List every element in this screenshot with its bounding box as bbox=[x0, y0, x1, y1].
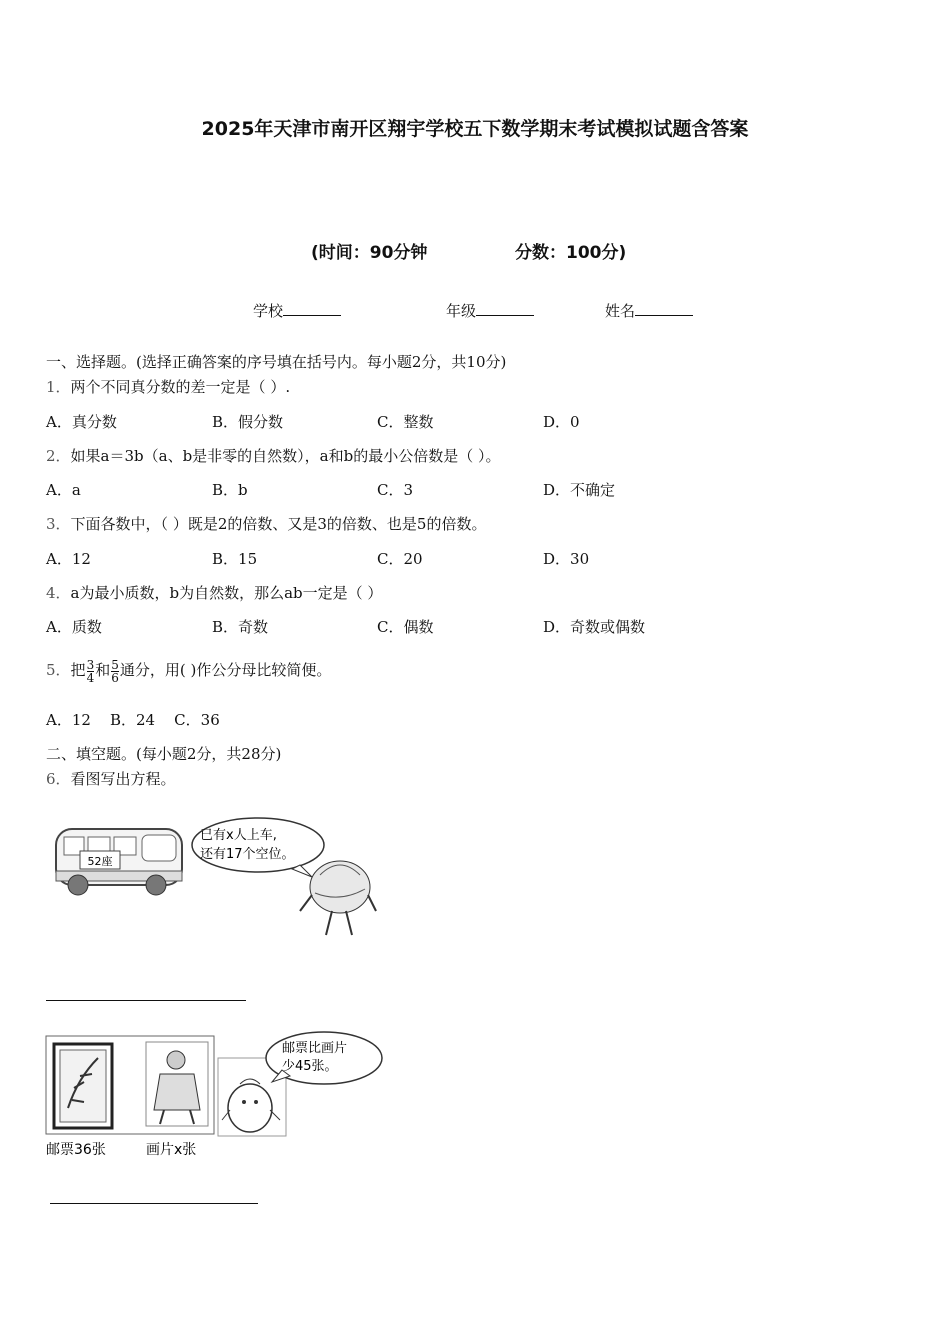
school-field: 学校 bbox=[253, 300, 341, 321]
question-1: 1．两个不同真分数的差一定是（ ）. bbox=[46, 378, 291, 396]
q4-option-a: A．质数 bbox=[46, 618, 102, 636]
q5-options: A．12 B．24 C．36 bbox=[46, 711, 220, 729]
q3-option-b: B．15 bbox=[212, 550, 258, 568]
stamps-illustration bbox=[44, 1028, 384, 1164]
q4-option-b: B．奇数 bbox=[212, 618, 269, 636]
question-5: 5．把 $\frac{3}{4}$ 和 $\frac{5}{6}$ 通分，用( )作公分母比较简便。 bbox=[46, 657, 332, 685]
speech-bubble bbox=[192, 818, 324, 877]
name-field: 姓名 bbox=[605, 300, 693, 321]
grade-field: 年级 bbox=[446, 300, 534, 321]
q1-option-d: D．0 bbox=[543, 413, 580, 431]
bubble-line-1: 已有x人上车, bbox=[200, 828, 277, 843]
cabbage-figure-icon bbox=[300, 861, 376, 935]
page-title: 2025年天津市南开区翔宇学校五下数学期末考试模拟试题含答案 bbox=[201, 118, 749, 140]
q3-option-c: C．20 bbox=[377, 550, 423, 568]
question-4: 4．a为最小质数，b为自然数，那么ab一定是（ ） bbox=[46, 584, 383, 602]
q1-option-c: C．整数 bbox=[377, 413, 434, 431]
q1-option-a: A．真分数 bbox=[46, 413, 117, 431]
question-3: 3．下面各数中，（ ）既是2的倍数、又是3的倍数、也是5的倍数。 bbox=[46, 515, 487, 533]
q2-option-a: A．a bbox=[46, 481, 81, 499]
picture-card-icon bbox=[146, 1042, 208, 1126]
bubble2-line-2: 少45张。 bbox=[282, 1059, 338, 1074]
bubble-line-2: 还有17个空位。 bbox=[200, 847, 295, 862]
section2-heading: 二、填空题。(每小题2分，共28分) bbox=[46, 745, 282, 763]
q2-option-d: D．不确定 bbox=[543, 481, 616, 499]
q2-option-c: C．3 bbox=[377, 481, 414, 499]
q1-option-b: B．假分数 bbox=[212, 413, 284, 431]
answer-line-2 bbox=[50, 1203, 258, 1204]
q4-option-d: D．奇数或偶数 bbox=[543, 618, 646, 636]
q4-option-c: C．偶数 bbox=[377, 618, 434, 636]
q3-option-d: D．30 bbox=[543, 550, 590, 568]
bus-illustration bbox=[50, 815, 380, 945]
bubble2-line-1: 邮票比画片 bbox=[282, 1041, 348, 1056]
q3-option-a: A．12 bbox=[46, 550, 91, 568]
answer-line-1 bbox=[46, 1000, 246, 1001]
bus-label: 52座 bbox=[87, 855, 113, 868]
q2-option-b: B．b bbox=[212, 481, 248, 499]
section1-heading: 一、选择题。(选择正确答案的序号填在括号内。每小题2分，共10分) bbox=[46, 353, 507, 371]
stamp-caption: 邮票36张 bbox=[46, 1142, 106, 1158]
question-6: 6．看图写出方程。 bbox=[46, 770, 176, 788]
question-2: 2．如果a＝3b（a、b是非零的自然数），a和b的最小公倍数是（ ）。 bbox=[46, 447, 501, 465]
fraction-3-4: $\frac{3}{4}$ bbox=[86, 657, 95, 685]
score-info: 分数：100分) bbox=[515, 243, 627, 263]
time-info: (时间：90分钟 bbox=[311, 243, 428, 263]
fraction-5-6: $\frac{5}{6}$ bbox=[111, 657, 119, 685]
speech-bubble-2 bbox=[266, 1032, 382, 1084]
stamp-icon bbox=[54, 1044, 112, 1128]
picture-caption: 画片x张 bbox=[146, 1142, 197, 1158]
bus-icon bbox=[56, 829, 182, 895]
